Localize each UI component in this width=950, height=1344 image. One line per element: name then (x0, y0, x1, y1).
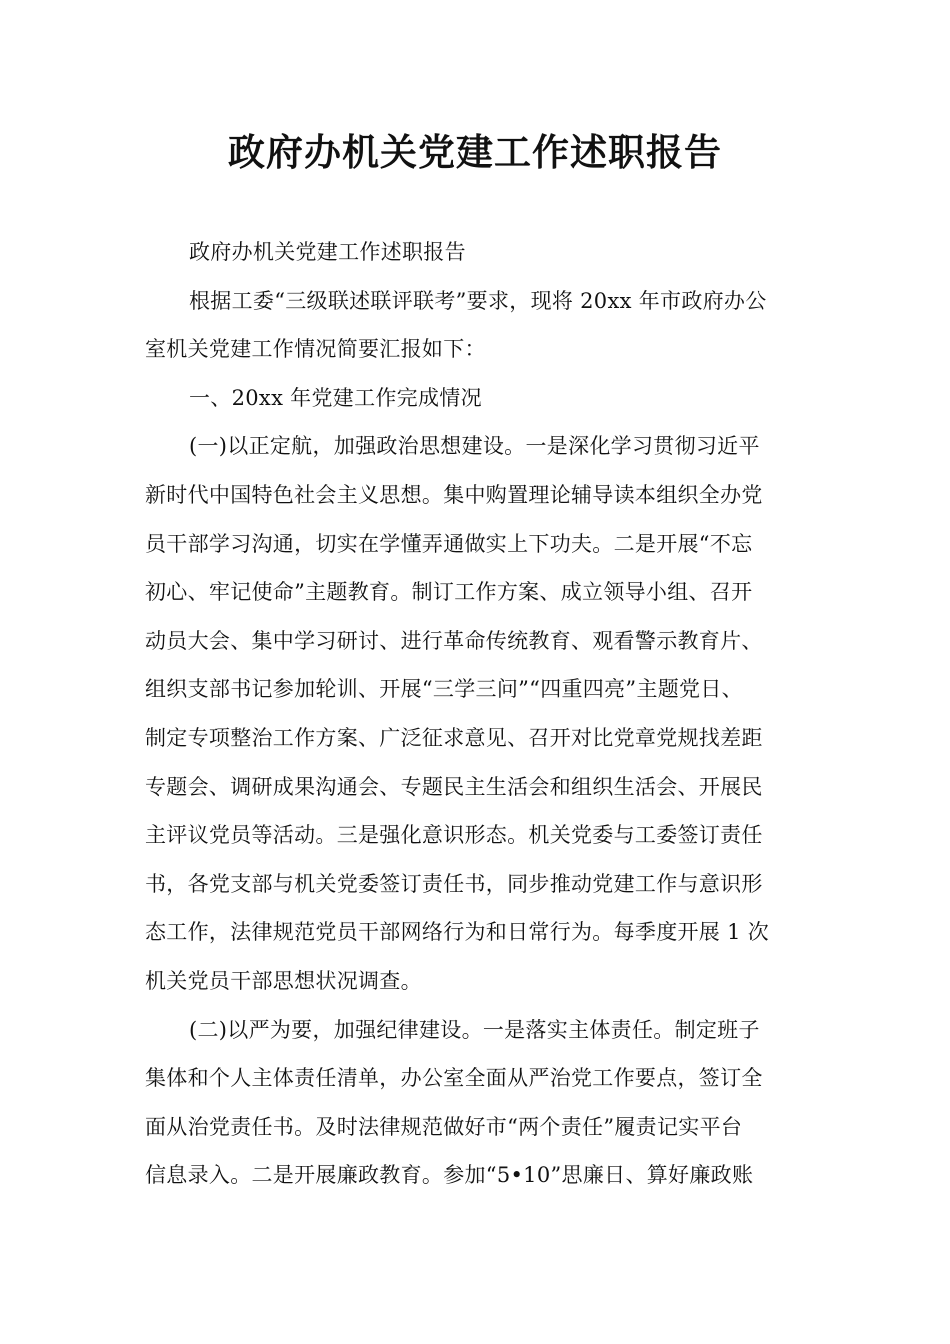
text-line: 机关党员干部思想状况调查。 (145, 968, 422, 993)
document-title: 政府办机关党建工作述职报告 (228, 131, 722, 174)
text-line: 态工作，法律规范党员干部网络行为和日常行为。每季度开展 1 次 (145, 920, 770, 945)
text-line: 专题会、调研成果沟通会、专题民主生活会和组织生活会、开展民 (145, 774, 763, 799)
text-line: 动员大会、集中学习研讨、进行革命传统教育、观看警示教育片、 (145, 628, 763, 653)
text-line: (一)以正定航，加强政治思想建设。一是深化学习贯彻习近平 (189, 434, 760, 459)
text-line: 初心、牢记使命”主题教育。制订工作方案、成立领导小组、召开 (145, 580, 753, 605)
text-line: 一、20xx 年党建工作完成情况 (189, 385, 482, 410)
document-body (145, 228, 810, 1200)
text-line: 集体和个人主体责任清单，办公室全面从严治党工作要点，签订全 (145, 1066, 763, 1091)
text-line: 信息录入。二是开展廉政教育。参加“5•10”思廉日、算好廉政账 (145, 1163, 754, 1188)
text-line: 面从治党责任书。及时法律规范做好市“两个责任”履责记实平台 (145, 1114, 743, 1139)
text-line: (二)以严为要，加强纪律建设。一是落实主体责任。制定班子 (189, 1017, 760, 1042)
text-line: 员干部学习沟通，切实在学懂弄通做实上下功夫。二是开展“不忘 (145, 531, 753, 556)
text-line: 新时代中国特色社会主义思想。集中购置理论辅导读本组织全办党 (145, 482, 763, 507)
text-line: 组织支部书记参加轮训、开展“三学三问”“四重四亮”主题党日、 (145, 677, 743, 702)
text-line: 根据工委“三级联述联评联考”要求，现将 20xx 年市政府办公 (189, 288, 767, 313)
text-line: 政府办机关党建工作述职报告 (189, 240, 466, 264)
text-line: 书，各党支部与机关党委签订责任书，同步推动党建工作与意识形 (145, 871, 763, 896)
text-line: 室机关党建工作情况简要汇报如下： (145, 337, 486, 362)
text-line: 主评议党员等活动。三是强化意识形态。机关党委与工委签订责任 (145, 823, 763, 848)
text-line: 制定专项整治工作方案、广泛征求意见、召开对比党章党规找差距 (145, 725, 763, 750)
